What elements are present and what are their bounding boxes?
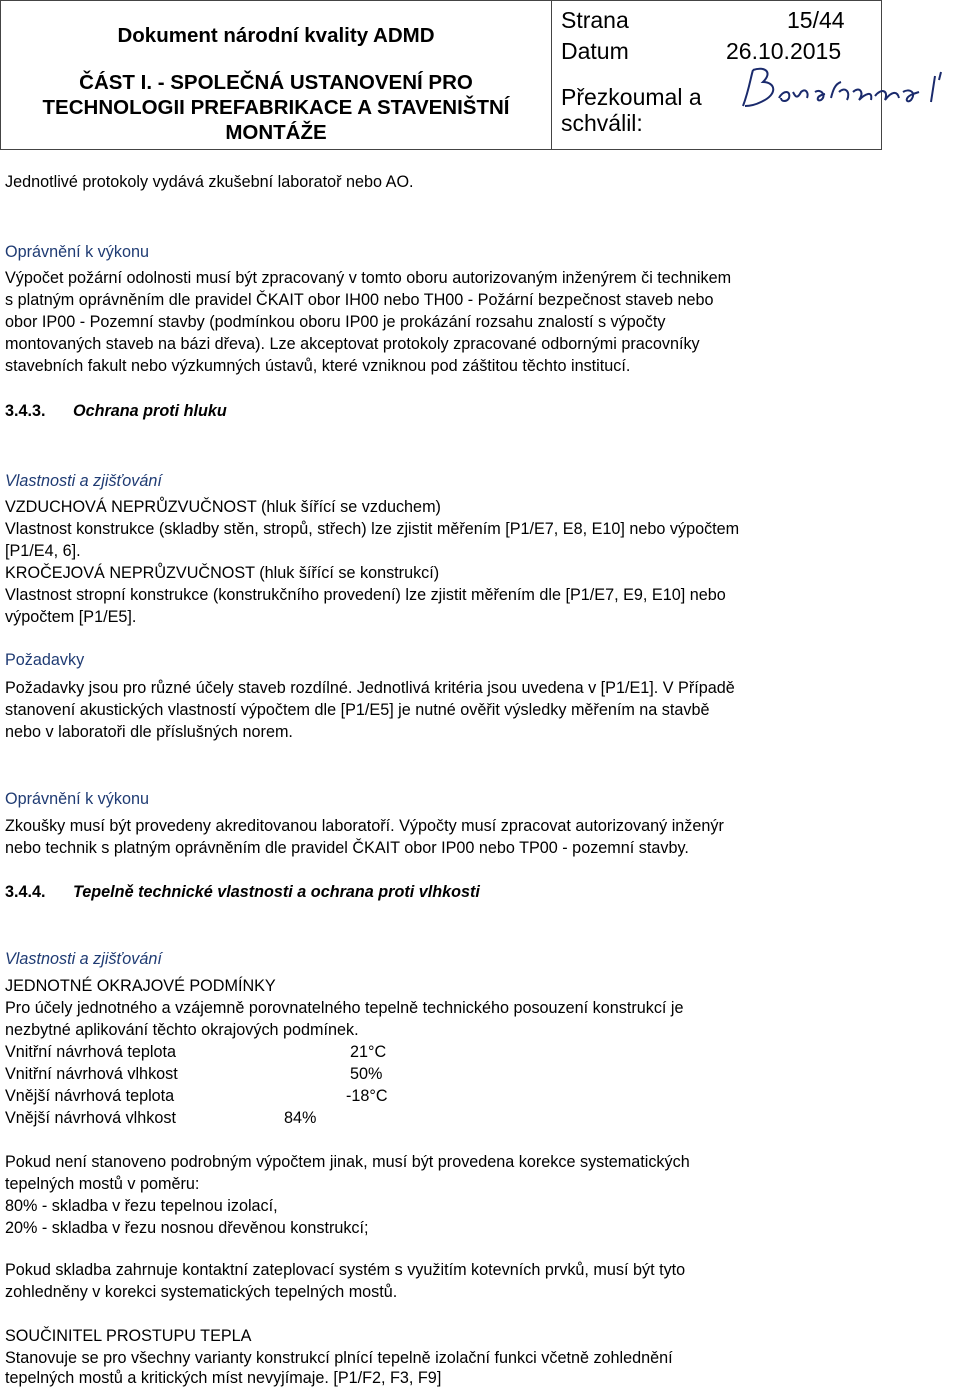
heading-properties-2: Vlastnosti a zjišťování — [5, 950, 162, 968]
doc-title: Dokument národní kvality ADMD — [117, 24, 435, 47]
boundary-conditions-heading: JEDNOTNÉ OKRAJOVÉ PODMÍNKY — [5, 977, 276, 995]
page-number: 15/44 — [787, 7, 845, 33]
condition-value: 50% — [350, 1065, 383, 1083]
date-label: Datum — [561, 38, 629, 64]
condition-label: Vnitřní návrhová vlhkost — [5, 1065, 178, 1083]
heading-properties-1: Vlastnosti a zjišťování — [5, 472, 162, 490]
condition-value: 84% — [284, 1109, 317, 1127]
u-value-paragraph-line: Stanovuje se pro všechny varianty konstrukcí plnící tepelně izolační funkci včetně zohlednění — [5, 1349, 673, 1367]
heading-authority-2: Oprávnění k výkonu — [5, 790, 149, 808]
impact-heading: KROČEJOVÁ NEPRŮZVUČNOST (hluk šířící se konstrukcí) — [5, 564, 440, 582]
requirements-paragraph-line: nebo v laboratoři dle příslušných norem. — [5, 723, 293, 741]
boundary-paragraph-line: Pro účely jednotného a vzájemně porovnatelného tepelně technického posouzení konstrukcí je — [5, 999, 684, 1017]
condition-value: 21°C — [350, 1043, 387, 1061]
section-title-thermal: Tepelně technické vlastnosti a ochrana proti vlhkosti — [73, 883, 480, 901]
document-header — [0, 0, 960, 150]
impact-paragraph-line: Vlastnost stropní konstrukce (konstrukčního provedení) lze zjistit měřením dle [P1/E7, E9, E10] nebo — [5, 586, 726, 604]
part-title-line-2: TECHNOLOGII PREFABRIKACE A STAVENIŠTNÍ — [42, 96, 510, 119]
heading-authority-1: Oprávnění k výkonu — [5, 243, 149, 261]
requirements-paragraph-line: stanovení akustických vlastností výpočtem dle [P1/E5] je nutné ověřit výsledky měřením na stavbě — [5, 701, 710, 719]
part-title-line-1: ČÁST I. - SPOLEČNÁ USTANOVENÍ PRO — [79, 71, 473, 94]
boundary-paragraph-line: nezbytné aplikování těchto okrajových podmínek. — [5, 1021, 359, 1039]
fire-paragraph-line: s platným oprávněním dle pravidel ČKAIT obor IH00 nebo TH00 - Požární bezpečnost staveb nebo — [5, 291, 714, 309]
anchoring-paragraph-line: zohledněny v korekci systematických tepelných mostů. — [5, 1283, 398, 1301]
fire-paragraph-line: stavebních fakult nebo výzkumných ústavů, které vzniknou pod záštitou těchto institucí. — [5, 357, 631, 375]
heading-requirements: Požadavky — [5, 651, 85, 669]
approved-label-line-1: Přezkoumal a — [561, 84, 702, 110]
section-title-noise: Ochrana proti hluku — [73, 402, 227, 420]
section-number-3-4-4: 3.4.4. — [5, 883, 46, 901]
requirements-paragraph-line: Požadavky jsou pro různé účely staveb rozdílné. Jednotlivá kritéria jsou uvedena v [P1/E1]. V Případě — [5, 679, 735, 697]
condition-label: Vnější návrhová vlhkost — [5, 1109, 176, 1127]
correction-paragraph-line: 80% - skladba v řezu tepelnou izolací, — [5, 1197, 278, 1215]
authority-paragraph-line: Zkoušky musí být provedeny akreditovanou laboratoří. Výpočty musí zpracovat autorizovaný inženýr — [5, 817, 724, 835]
airborne-heading: VZDUCHOVÁ NEPRŮZVUČNOST (hluk šířící se vzduchem) — [5, 498, 441, 516]
date-value: 26.10.2015 — [726, 38, 842, 64]
impact-paragraph-line: výpočtem [P1/E5]. — [5, 608, 137, 626]
airborne-paragraph-line: [P1/E4, 6]. — [5, 542, 81, 560]
handwritten-signature — [735, 62, 957, 120]
page-label: Strana — [561, 7, 629, 33]
fire-paragraph-line: Výpočet požární odolnosti musí být zpracovaný v tomto oboru autorizovaným inženýrem či technikem — [5, 269, 732, 287]
fire-paragraph-line: obor IP00 - Pozemní stavby (podmínkou oboru IP00 je prokázání rozsahu znalostí s výpočty — [5, 313, 666, 331]
u-value-heading: SOUČINITEL PROSTUPU TEPLA — [5, 1327, 252, 1345]
section-number-3-4-3: 3.4.3. — [5, 402, 46, 420]
correction-paragraph-line: tepelných mostů v poměru: — [5, 1175, 200, 1193]
fire-paragraph-line: montovaných staveb na bázi dřeva). Lze akceptovat protokoly zpracované odbornými pracovníky — [5, 335, 700, 353]
correction-paragraph-line: 20% - skladba v řezu nosnou dřevěnou konstrukcí; — [5, 1219, 369, 1237]
anchoring-paragraph-line: Pokud skladba zahrnuje kontaktní zateplovací systém s využitím kotevních prvků, musí být tyto — [5, 1261, 686, 1279]
approved-label-line-2: schválil: — [561, 110, 643, 136]
intro-paragraph: Jednotlivé protokoly vydává zkušební laboratoř nebo AO. — [5, 173, 414, 191]
condition-label: Vnitřní návrhová teplota — [5, 1043, 176, 1061]
correction-paragraph-line: Pokud není stanoveno podrobným výpočtem jinak, musí být provedena korekce systematických — [5, 1153, 690, 1171]
condition-value: -18°C — [346, 1087, 388, 1105]
airborne-paragraph-line: Vlastnost konstrukce (skladby stěn, stropů, střech) lze zjistit měřením [P1/E7, E8, E10] nebo výpočtem — [5, 520, 740, 538]
part-title-line-3: MONTÁŽE — [225, 121, 327, 144]
u-value-paragraph-line: tepelných mostů a kritických míst nevyjímaje. [P1/F2, F3, F9] — [5, 1369, 442, 1387]
condition-label: Vnější návrhová teplota — [5, 1087, 175, 1105]
authority-paragraph-line: nebo technik s platným oprávněním dle pravidel ČKAIT obor IP00 nebo TP00 - pozemní stavby. — [5, 839, 689, 857]
